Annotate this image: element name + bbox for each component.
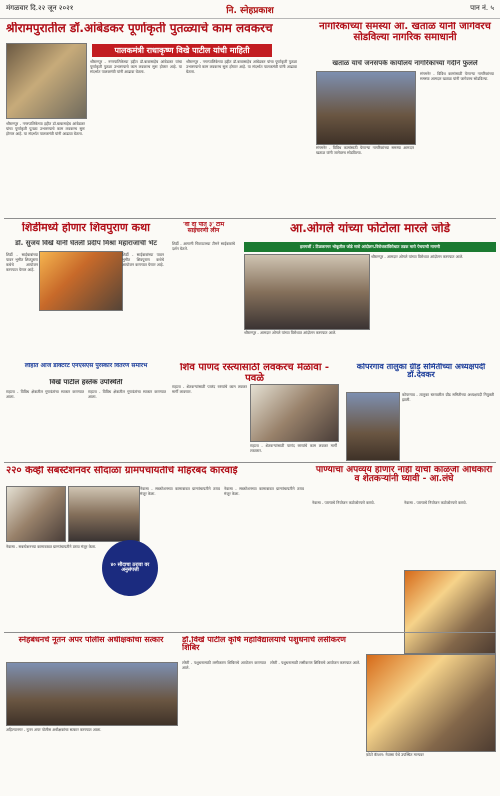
divider-2	[4, 462, 496, 463]
article-9-body-2: नेवासा - सबस्टेशनच्या कामाबाबत ग्रामपंचायतीने ठराव मंजूर केला.	[224, 486, 304, 497]
article-7-body-1: राहाता - शेतकऱ्यांसाठी पाणंद रस्त्यांचे काम लवकर मार्गी लावणार.	[172, 384, 247, 395]
subheadline-3: डॉ. सुजय विखे यांनी घेतली प्रदीप मिश्रा महाराजांची भेट	[15, 240, 157, 247]
headline-8: कोपरगाव तालुका ग्रीड समितीच्या अध्यक्षपदी डॉ.देवकर	[356, 363, 486, 380]
article-2-body-2: संगमनेर - विविध कामांसाठी येणाऱ्या नागरिकांच्या समस्या आमदार खताळ यांनी जागेवरच सोडविल्या.	[316, 145, 414, 156]
headline-9: २२० केव्ही सबस्टेशनवर सौदाळा ग्रामपंचायतीचे मोहरबंद कारवाई	[6, 466, 238, 476]
article-9-body-3: नेवासा - सबस्टेशनच्या कामाबाबत ग्रामपंचायतीने ठराव मंजूर केला.	[6, 544, 97, 549]
headline-11: स्नेहबंधनचे नूतन अपर पोलीस अधीक्षकांचा सत्कार	[18, 636, 164, 644]
article-2-body-1: संगमनेर - विविध कामांसाठी येणाऱ्या नागरिकांच्या समस्या आमदार खताळ यांनी जागेवरच सोडविल्या.	[420, 71, 494, 82]
headline-3: शिर्डीमध्ये होणार शिवपुराण कथा	[22, 222, 150, 234]
article-10-body-2: नेवासा - पाण्याचे नियोजन काटेकोरपणे करावे.	[404, 500, 467, 505]
photo-temple	[366, 654, 496, 752]
article-9-body-1: नेवासा - सबस्टेशनच्या कामाबाबत ग्रामपंचायतीने ठराव मंजूर केला.	[140, 486, 220, 497]
article-3-body-2: शिर्डी - साईबाबांच्या पावन भूमीत शिवपुराण कथेचे आयोजन करण्यात येणार आहे.	[122, 252, 164, 268]
article-11-body: अहिल्यानगर - नूतन अपर पोलीस अधीक्षकांचा सत्कार करण्यात आला.	[6, 727, 102, 732]
article-1-body-3: श्रीरामपूर - नगरपालिकेच्या हद्दीत डॉ.बाबासाहेब आंबेडकर यांचा पूर्णाकृती पुतळा उभारण्याचे काम लवकरच सुरू होणार आहे. या संदर्भात पालकमंत्री यांनी आढावा घेतला.	[6, 121, 85, 137]
article-5-body-1: श्रीरामपूर - आमदार ओगले यांच्या विरोधात आंदोलन करण्यात आले.	[371, 254, 464, 259]
article-10-body-1: नेवासा - पाण्याचे नियोजन काटेकोरपणे करावे.	[312, 500, 375, 505]
photo-panand	[250, 384, 339, 442]
subheadline-6: विखे पाटील हस्तेक उपस्थिती	[49, 379, 123, 386]
article-1-body-2: श्रीरामपूर - नगरपालिकेच्या हद्दीत डॉ.बाबासाहेब आंबेडकर यांचा पूर्णाकृती पुतळा उभारण्याचे काम लवकरच सुरू होणार आहे. या संदर्भात पालकमंत्री यांनी आढावा घेतला.	[186, 59, 297, 75]
photo-irrigation	[404, 570, 496, 654]
headline-1: श्रीरामपुरातील डॉ.आंबेडकर पूर्णाकृती पुतळ्याचे काम लवकरच	[6, 22, 273, 35]
headline-12: डॉ.विखे पाटील कृषि महाविद्यालयाचे पशुधनाचे लसीकरण शिबिर	[182, 636, 346, 653]
divider-3	[4, 632, 496, 633]
stat-badge: ४० सौदाचा ठरावा वर अनुसंपत्ती	[102, 540, 158, 596]
photo-caption: फ़ोटो कॅप्शन: नेवासा येथे उपस्थित मान्यवर	[366, 752, 424, 757]
divider-1	[4, 218, 496, 219]
photo-police	[6, 662, 178, 726]
photo-statue	[6, 43, 87, 119]
subheadline-1: पालकमंत्री राधाकृष्ण विखे पाटील यांची माहिती	[92, 44, 272, 57]
headline-10: पाण्याचा अपव्यय होणार नाही याची काळजी अधिकारी व शेतकऱ्यांनी घ्यावी - आ.लंघे	[315, 466, 493, 485]
photo-shirdi	[39, 251, 123, 311]
headline-5-strip: हलगर्जी : टिळकनगर भोकूतील जोडे मारो आंदोलन.विरोधकांविरोधात तडक मारो पेचपाची मागणी	[244, 242, 496, 252]
photo-meeting	[316, 71, 416, 145]
photo-substation-mid	[68, 486, 140, 542]
issue-date: मंगळवार दि.२२ जून २०२१	[6, 4, 74, 12]
article-6-body-1: राहाता - विविध क्षेत्रातील गुणवंतांचा सत्कार करण्यात आला.	[6, 389, 84, 400]
article-1-body-1: श्रीरामपूर - नगरपालिकेच्या हद्दीत डॉ.बाबासाहेब आंबेडकर यांचा पूर्णाकृती पुतळा उभारण्याचे काम लवकरच सुरू होणार आहे. या संदर्भात पालकमंत्री यांनी आढावा घेतला.	[90, 59, 182, 75]
headline-2: नागरिकांच्या समस्या आ. खताळ यांनी जागेवरच सोडविल्या नागरिक समाधानी	[319, 22, 491, 43]
photo-protest	[244, 254, 370, 330]
photo-substation-left	[6, 486, 66, 542]
headline-7: शिव पाणंद रस्त्यासाठी लवकरच मेळावा - पवळे	[179, 363, 330, 381]
headline-6: लोहोत आज डॉक्टरेट एनएसएस पुरस्कार वितरण समारंभ	[24, 363, 148, 369]
headline-5: आ.ओगले यांच्या फोटोला मारले जोडे	[289, 222, 451, 235]
article-12-body-2: लोणी - पशुधनासाठी लसीकरण शिबिराचे आयोजन करण्यात आले.	[270, 660, 361, 665]
top-bar	[0, 0, 500, 19]
article-12-body-1: लोणी - पशुधनासाठी लसीकरण शिबिराचे आयोजन करण्यात आले.	[182, 660, 266, 671]
headline-4: 'वी दी पीत ३' टीम साईचरणी लीन	[182, 222, 225, 235]
photo-kopargaon	[346, 392, 400, 461]
masthead: नि. स्नेहप्रकाश	[226, 6, 274, 16]
subheadline-2: खताळ यांचे जनसंपर्क कार्यालय नागरिकांच्या गर्दीने फुलले	[332, 60, 478, 67]
article-7-body-2: राहाता - शेतकऱ्यांसाठी पाणंद रस्त्यांचे काम लवकर मार्गी लावणार.	[250, 443, 337, 454]
page-number: पान नं. ५	[470, 4, 494, 12]
article-5-body-2: श्रीरामपूर - आमदार ओगले यांच्या विरोधात आंदोलन करण्यात आले.	[244, 330, 337, 335]
article-8-body: कोपरगाव - तालुका स्तरावरील ग्रीड समितीच्या अध्यक्षपदी नियुक्ती झाली.	[402, 392, 494, 403]
article-4-body: शिर्डी - आगामी चित्रपटाच्या टीमने साईबाबांचे दर्शन घेतले.	[172, 241, 235, 252]
article-6-body-2: राहाता - विविध क्षेत्रातील गुणवंतांचा सत्कार करण्यात आला.	[88, 389, 166, 400]
article-3-body-1: शिर्डी - साईबाबांच्या पावन भूमीत शिवपुराण कथेचे आयोजन करण्यात येणार आहे.	[6, 252, 38, 273]
